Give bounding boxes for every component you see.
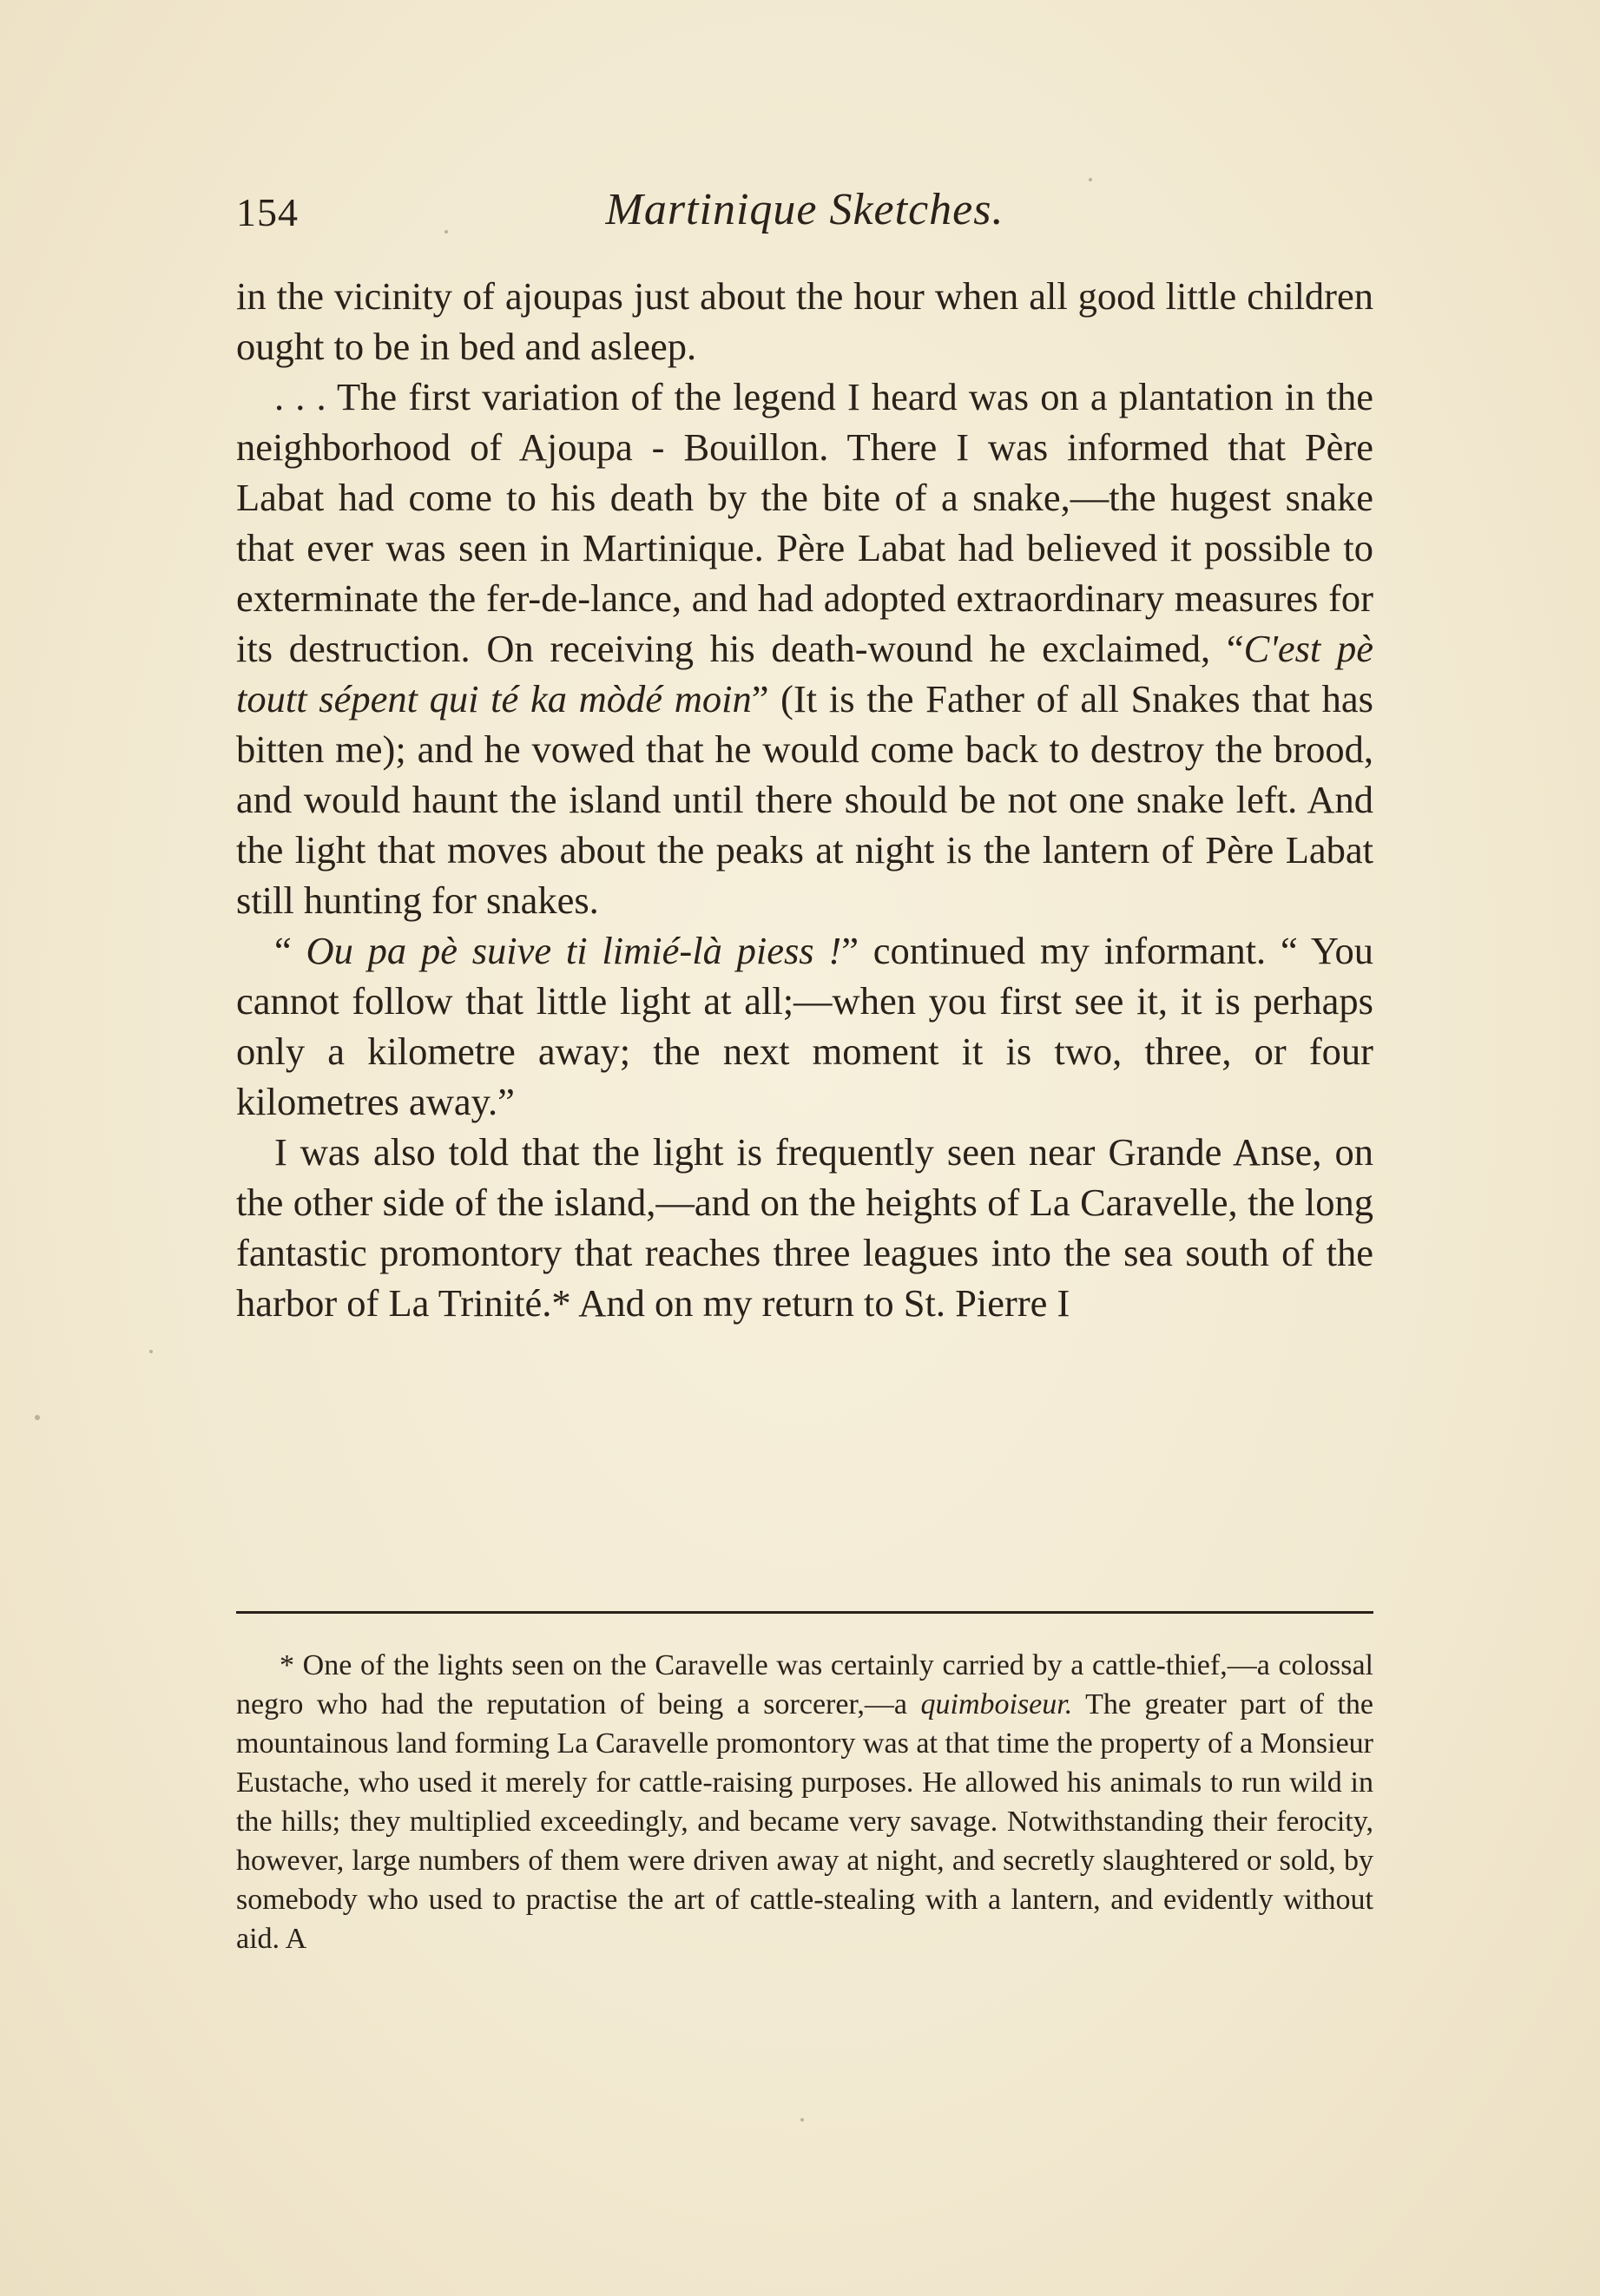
footnote-italic-term: quimboiseur.: [920, 1688, 1073, 1720]
footnote: [236, 1646, 1373, 1958]
paragraph-3-text-end: ” continued my informant. “ You cannot follow that little light at all;—when you first see it, it is perhaps only a kilometre away; the next moment it is two, three, or four kilometres away.”: [236, 929, 1374, 1123]
paragraph-2-creole-quote: C'est pè toutt sépent qui té ka mòdé moin: [236, 627, 1373, 720]
paper-speck: [35, 1415, 40, 1420]
page-header: [236, 184, 1373, 245]
page-number: 154: [236, 190, 299, 234]
paper-speck: [1089, 178, 1092, 181]
paragraph-3-open-quote: “: [274, 929, 306, 972]
paper-speck: [444, 230, 448, 234]
footnote-divider: [236, 1611, 1373, 1614]
paper-speck: [800, 2118, 804, 2122]
paragraph-3-creole-quote: Ou pa pè suive ti limié-là piess !: [306, 929, 842, 972]
footnote-text-start: * One of the lights seen on the Caravelle was certainly carried by a cattle-thief,—a colossal negro who had the reputation of being a sorcerer,—a: [236, 1649, 1373, 1720]
footnote-paragraph: [236, 1646, 1373, 1958]
paragraph-3: [236, 925, 1373, 1127]
paragraph-4: I was also told that the light is frequently seen near Grande Anse, on the other side of the island,—and on the heights of La Caravelle, the long fantastic promontory that reaches three leagues into the sea south of the harbor of La Trinité.* And on my return to St. Pierre I: [236, 1130, 1373, 1325]
paper-speck: [149, 1350, 153, 1353]
paragraph-1: in the vicinity of ajoupas just about the hour when all good little children ought to be in bed and asleep.: [236, 274, 1373, 368]
running-title: Martinique Sketches.: [605, 185, 1004, 234]
footnote-text-end: The greater part of the mountainous land forming La Caravelle promontory was at that time the property of a Monsieur Eustache, who used it merely for cattle-raising purposes. He allowed his animals to run wild in the hills; they multiplied exceedingly, and became very savage. Notwithstanding their ferocity, however, large numbers of them were driven away at night, and secretly slaughtered or sold, by somebody who used to practise the art of cattle-stealing with a lantern, and evidently without aid. A: [236, 1688, 1374, 1955]
paragraph-2-text-end: ” (It is the Father of all Snakes that has bitten me); and he vowed that he would come back to destroy the brood, and would haunt the island until there should be not one snake left. And the light that moves about the peaks at night is the lantern of Père Labat still hunting for snakes.: [236, 677, 1373, 922]
paragraph-2: [236, 372, 1373, 925]
paragraph-2-text-start: . . . The first variation of the legend I heard was on a plantation in the neighborhood of Ajoupa - Bouillon. There I was informed that Père Labat had come to his death by the bite of a snake,—the hugest snake that ever was seen in Martinique. Père Labat had believed it possible to exterminate the fer-de-lance, and had adopted extraordinary measures for its destruction. On receiving his death-wound he exclaimed, “: [236, 375, 1373, 670]
body-text: [236, 271, 1373, 1328]
